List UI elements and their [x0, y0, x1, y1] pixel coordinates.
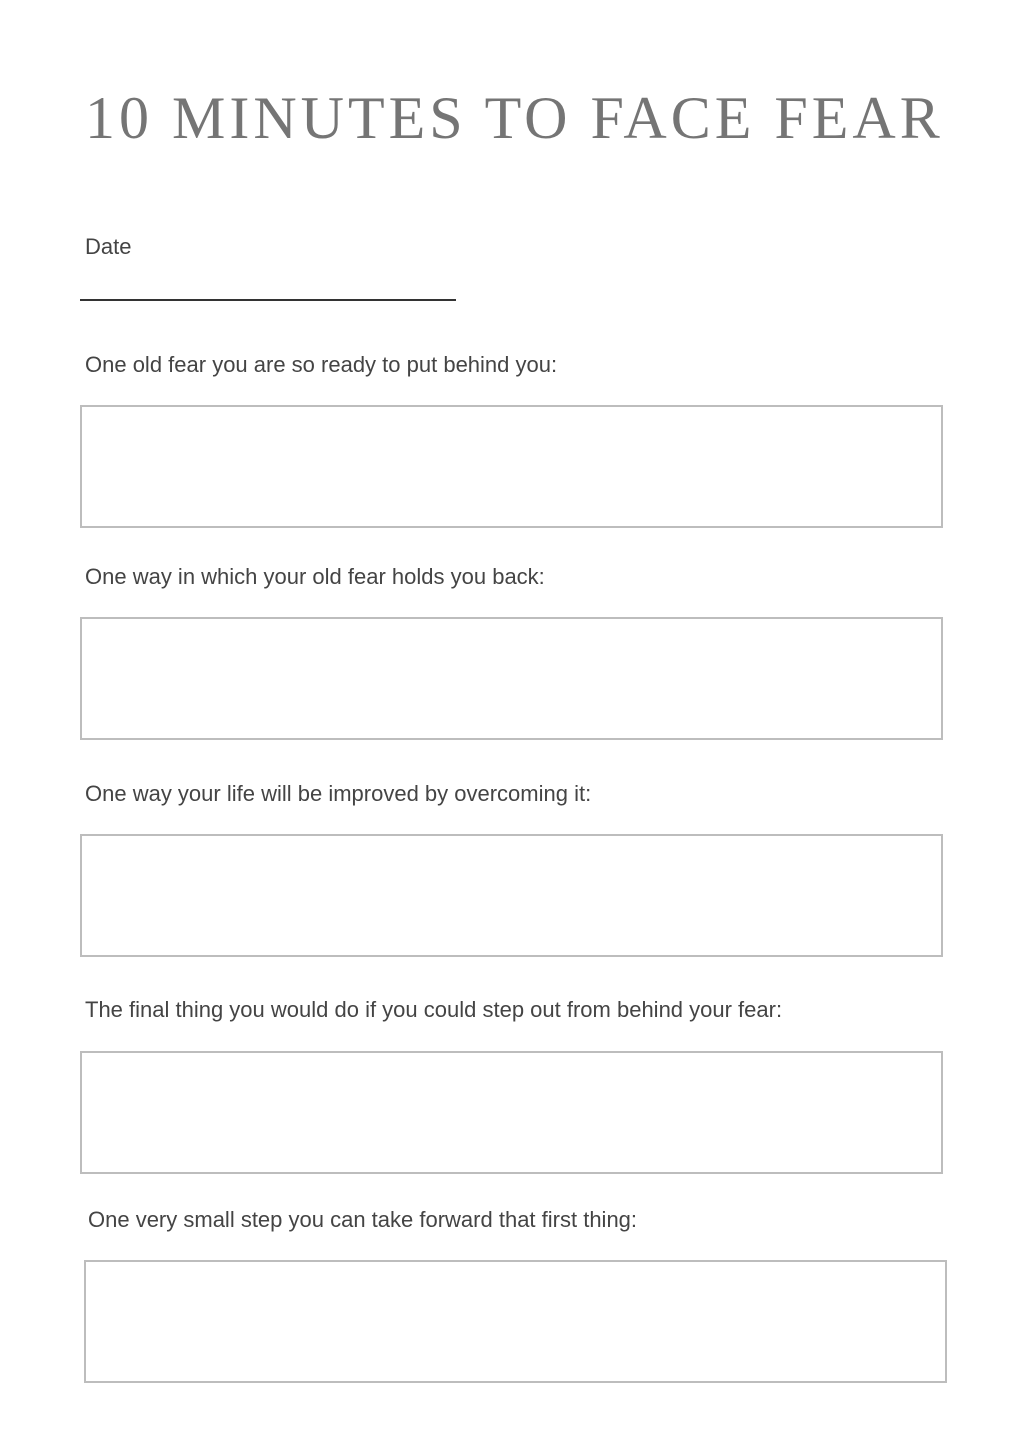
prompt-1-answer-box[interactable]: [80, 405, 943, 528]
prompt-1-label: One old fear you are so ready to put behind you:: [85, 352, 558, 377]
page-title: 10 MINUTES TO FACE FEAR: [85, 85, 944, 151]
prompt-5-label: One very small step you can take forward that first thing:: [88, 1207, 638, 1232]
prompt-2-label: One way in which your old fear holds you back:: [85, 564, 545, 589]
date-field-line[interactable]: [80, 299, 456, 301]
prompt-4-label: The final thing you would do if you could step out from behind your fear:: [85, 997, 783, 1022]
prompt-3-answer-box[interactable]: [80, 834, 943, 957]
prompt-5-answer-box[interactable]: [84, 1260, 947, 1383]
prompt-2-answer-box[interactable]: [80, 617, 943, 740]
date-label: Date: [85, 234, 132, 259]
prompt-3-label: One way your life will be improved by overcoming it:: [85, 781, 592, 806]
prompt-4-answer-box[interactable]: [80, 1051, 943, 1174]
